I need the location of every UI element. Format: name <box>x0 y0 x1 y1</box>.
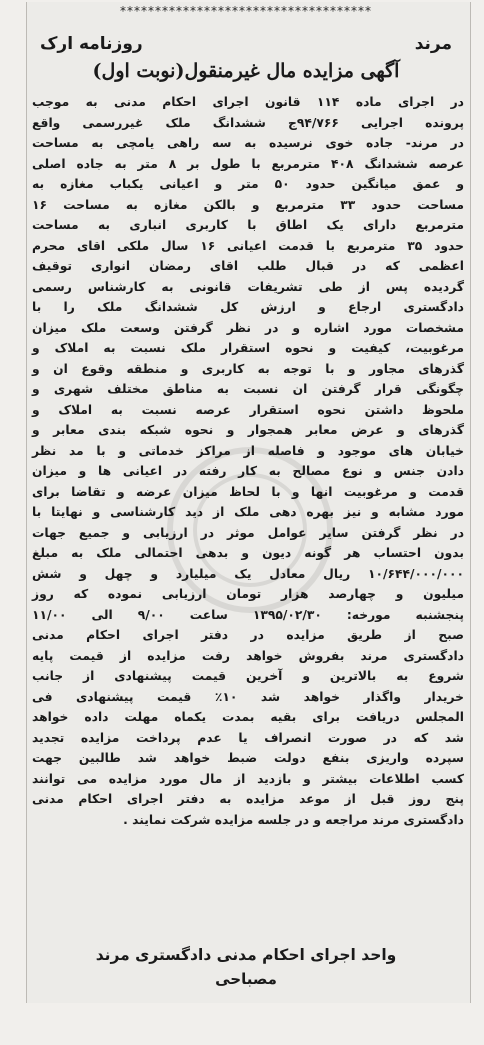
notice-line: شروع به بالاترین و آخرین قیمت پیشنهادی از جانب <box>32 669 464 683</box>
notice-line: اعظمی که در قبال طلب اقای رمضان انواری توقیف <box>32 259 464 273</box>
notice-line: دادگستری مرند مراجعه و در جلسه مزایده شرکت نمایند . <box>123 812 464 827</box>
notice-line: و عمق میانگین حدود ۵۰ متر و اعیانی یکباب مغازه به <box>32 177 464 191</box>
notice-line: در نظر گرفتن سایر عوامل موثر در ارزیابی و جمیع جهات <box>32 525 464 540</box>
notice-line: مترمربع دارای یک اطاق با کاربری انباری به مساحت <box>32 218 464 232</box>
notice-line: صبح از طریق مزایده در دفتر اجرای احکام مدنی <box>32 628 464 642</box>
city-label: مرند <box>414 34 452 54</box>
notice-line: مورد مشابه و نیز بهره دهی ملک از دید کارشناسی و نهایتا با <box>32 505 464 519</box>
notice-title: آگهی مزایده مال غیرمنقول(نوبت اول) <box>92 60 400 82</box>
star-border-decoration: ************************************ <box>120 4 372 18</box>
notice-line: پرونده اجرایی ۹۴/۷۶۶ج ششدانگ ملک غیررسمی واقع <box>32 115 464 130</box>
notice-line: دادگستری ارجاع و ارزش کل ششدانگ ملک را با <box>32 300 464 314</box>
notice-line: حدود ۳۵ مترمربع با قدمت اعیانی ۱۶ سال ملکی اقای محرم <box>32 238 464 253</box>
notice-line: کسب اطلاعات بیشتر و بازدید از مال مورد مزایده می توانند <box>32 771 464 786</box>
notice-line: قدمت و مرغوبیت انها و با لحاظ میزان عرضه و تقاضا برای <box>32 484 464 499</box>
notice-line: خیابان های موجود و فاصله از مراکز خدماتی و با مد نظر <box>32 443 464 458</box>
notice-line: سپرده واریزی بنفع دولت ضبط خواهد شد طالبین جهت <box>32 751 464 765</box>
notice-line: عرصه ششدانگ ۴۰۸ مترمربع با طول بر ۸ متر به جاده اصلی <box>32 156 464 171</box>
notice-line: در اجرای ماده ۱۱۴ قانون اجرای احکام مدنی به موجب <box>32 95 464 109</box>
notice-line: میلیون و چهارصد هزار تومان ارزیابی نموده که روز <box>32 587 464 601</box>
newspaper-name: روزنامه ارک <box>40 34 143 54</box>
notice-line: گذرهای و عرض معابر همجوار و نحوه شبکه بندی معابر و <box>32 423 464 437</box>
notice-line: چگونگی قرار گرفتن ان نسبت به مناطق مختلف شهری و <box>32 382 464 396</box>
notice-line: ملحوظ داشتن نحوه استقرار عرصه نسبت به املاک و <box>32 402 464 417</box>
notice-line: المجلس دریافت برای بقیه بمدت یکماه مهلت داده خواهد <box>32 710 464 724</box>
notice-line: مساحت حدود ۳۳ مترمربع و بالکن مغازه به مساحت ۱۶ <box>32 197 465 212</box>
signature-unit: واحد اجرای احکام مدنی دادگستری مرند <box>95 946 397 964</box>
notice-line: ۱۰/۶۴۴/۰۰۰/۰۰۰ ریال معادل یک میلیارد و چهل و شش <box>32 566 464 581</box>
notice-line: پنج روز قبل از موعد مزایده به دفتر اجرای احکام مدنی <box>32 792 464 806</box>
notice-line: پنجشنبه مورخه: ۱۳۹۵/۰۲/۳۰ ساعت ۹/۰۰ الی ۱۱/۰۰ <box>32 607 464 622</box>
notice-line: خریدار واگذار خواهد شد ۱۰٪ قیمت پیشنهادی فی <box>32 689 464 704</box>
notice-line: دادن جنس و نوع مصالح به کار رفته در اعیانی ها و میزان <box>32 464 464 478</box>
notice-line: مشخصات مورد اشاره و در نظر گرفتن وسعت ملک میزان <box>32 320 464 335</box>
notice-line: در مرند- جاده خوی نرسیده به سه راهی یامچی به مساحت <box>32 136 464 150</box>
notice-line: شد که در صورت انصراف یا عدم پرداخت مزایده تجدید <box>32 730 464 745</box>
signature-name: مصباحی <box>215 970 277 988</box>
notice-line: گذرهای مجاور و با توجه به کاربری و منطقه وقوع ان و <box>32 361 464 376</box>
notice-line: دادگستری مرند بفروش خواهد رفت مزایده از قیمت پایه <box>32 648 464 663</box>
notice-line: بدون احتساب هر گونه دیون و بدهی احتمالی ملک به مبلغ <box>32 546 464 560</box>
notice-body <box>32 92 464 952</box>
notice-line: مرغوبیت، کیفیت و نحوه استقرار ملک نسبت به املاک و <box>32 341 464 355</box>
notice-line: گردیده پس از طی تشریفات قانونی به کارشناس رسمی <box>32 279 464 294</box>
